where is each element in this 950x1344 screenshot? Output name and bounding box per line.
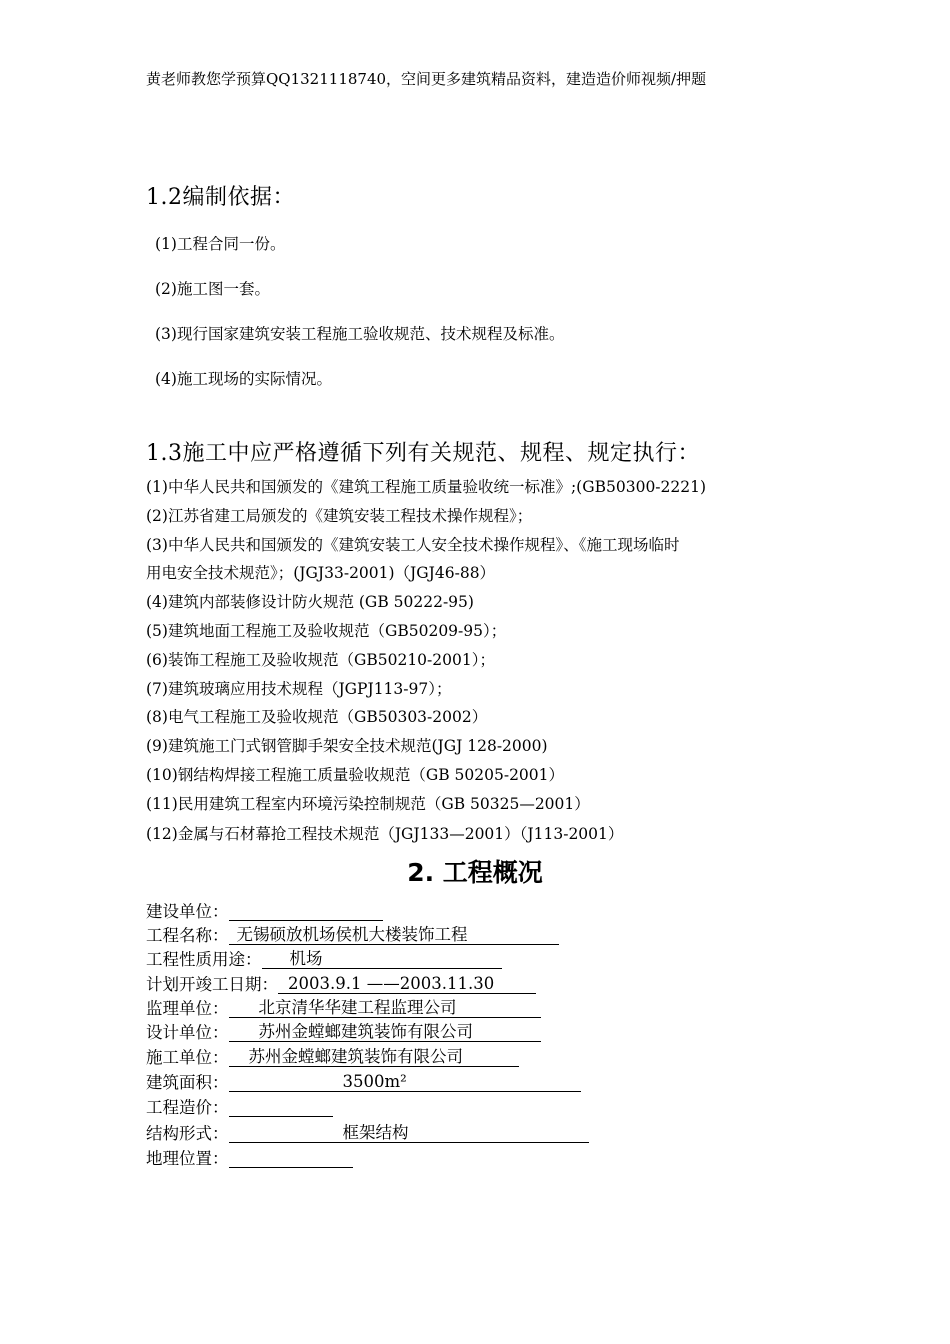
- field-value: 北京清华华建工程监理公司: [229, 998, 541, 1018]
- field-contractor: [146, 1044, 519, 1068]
- field-structure-type: [146, 1120, 589, 1144]
- standard-item: (12)金属与石材幕抢工程技术规范（JGJ133—2001）（J113-2001）: [146, 825, 624, 843]
- section-1-3-title: 1.3施工中应严格遵循下列有关规范、规程、规定执行：: [146, 441, 700, 466]
- section-2-title: 2. 工程概况: [407, 858, 543, 887]
- field-value: [229, 1147, 353, 1168]
- standard-item: (10)钢结构焊接工程施工质量验收规范（GB 50205-2001）: [146, 766, 565, 784]
- field-label: 设计单位：: [146, 1023, 229, 1042]
- field-label: 地理位置：: [146, 1149, 229, 1168]
- standard-item: (1)中华人民共和国颁发的《建筑工程施工质量验收统一标准》;(GB50300-2221): [146, 478, 707, 496]
- field-location: [146, 1145, 353, 1169]
- basis-item: (4)施工现场的实际情况。: [155, 370, 332, 388]
- field-label: 工程造价：: [146, 1098, 229, 1117]
- field-project-cost: [146, 1094, 333, 1118]
- field-label: 结构形式：: [146, 1124, 229, 1143]
- standard-item: (3)中华人民共和国颁发的《建筑安装工人安全技术操作规程》、《施工现场临时: [146, 536, 680, 554]
- field-value: 苏州金螳螂建筑装饰有限公司: [229, 1047, 519, 1067]
- basis-item: (3)现行国家建筑安装工程施工验收规范、技术规程及标准。: [155, 325, 565, 343]
- field-floor-area: [146, 1069, 581, 1093]
- standard-item: (7)建筑玻璃应用技术规程（JGPJ113-97）；: [146, 680, 452, 698]
- field-construction-unit: [146, 898, 383, 922]
- field-value: [229, 900, 383, 921]
- field-value: 2003.9.1 ——2003.11.30: [278, 974, 536, 994]
- field-design-unit: [146, 1019, 541, 1043]
- standard-item: (5)建筑地面工程施工及验收规范（GB50209-95）；: [146, 622, 507, 640]
- standard-item: (4)建筑内部装修设计防火规范 (GB 50222-95): [146, 593, 474, 611]
- field-value: 机场: [262, 949, 502, 969]
- standard-item: (2)江苏省建工局颁发的《建筑安装工程技术操作规程》；: [146, 507, 533, 525]
- field-value: 苏州金螳螂建筑装饰有限公司: [229, 1022, 541, 1042]
- field-value: 3500m²: [229, 1072, 581, 1092]
- section-1-2-title: 1.2编制依据：: [146, 185, 295, 210]
- field-label: 建筑面积：: [146, 1073, 229, 1092]
- field-value: [229, 1096, 333, 1117]
- field-value: 无锡硕放机场侯机大楼装饰工程: [229, 925, 559, 945]
- field-label: 工程名称：: [146, 926, 229, 945]
- standard-item: (11)民用建筑工程室内环境污染控制规范（GB 50325—2001）: [146, 795, 590, 813]
- standard-item: (9)建筑施工门式钢管脚手架安全技术规范(JGJ 128-2000): [146, 737, 548, 755]
- field-label: 工程性质用途：: [146, 950, 262, 969]
- standard-item: (8)电气工程施工及验收规范（GB50303-2002）: [146, 708, 488, 726]
- standard-item: 用电安全技术规范》；(JGJ33-2001)（JGJ46-88）: [146, 564, 496, 582]
- field-schedule: [146, 971, 536, 995]
- basis-item: (2)施工图一套。: [155, 280, 270, 298]
- field-label: 建设单位：: [146, 902, 229, 921]
- page-header: 黄老师教您学预算QQ1321118740，空间更多建筑精品资料，建造造价师视频/押题: [146, 70, 707, 88]
- field-label: 施工单位：: [146, 1048, 229, 1067]
- field-value: 框架结构: [229, 1123, 589, 1143]
- field-supervision-unit: [146, 995, 541, 1019]
- standard-item: (6)装饰工程施工及验收规范（GB50210-2001）；: [146, 651, 495, 669]
- field-project-name: [146, 922, 559, 946]
- field-project-purpose: [146, 946, 502, 970]
- field-label: 监理单位：: [146, 999, 229, 1018]
- basis-item: (1)工程合同一份。: [155, 235, 286, 253]
- field-label: 计划开竣工日期：: [146, 975, 278, 994]
